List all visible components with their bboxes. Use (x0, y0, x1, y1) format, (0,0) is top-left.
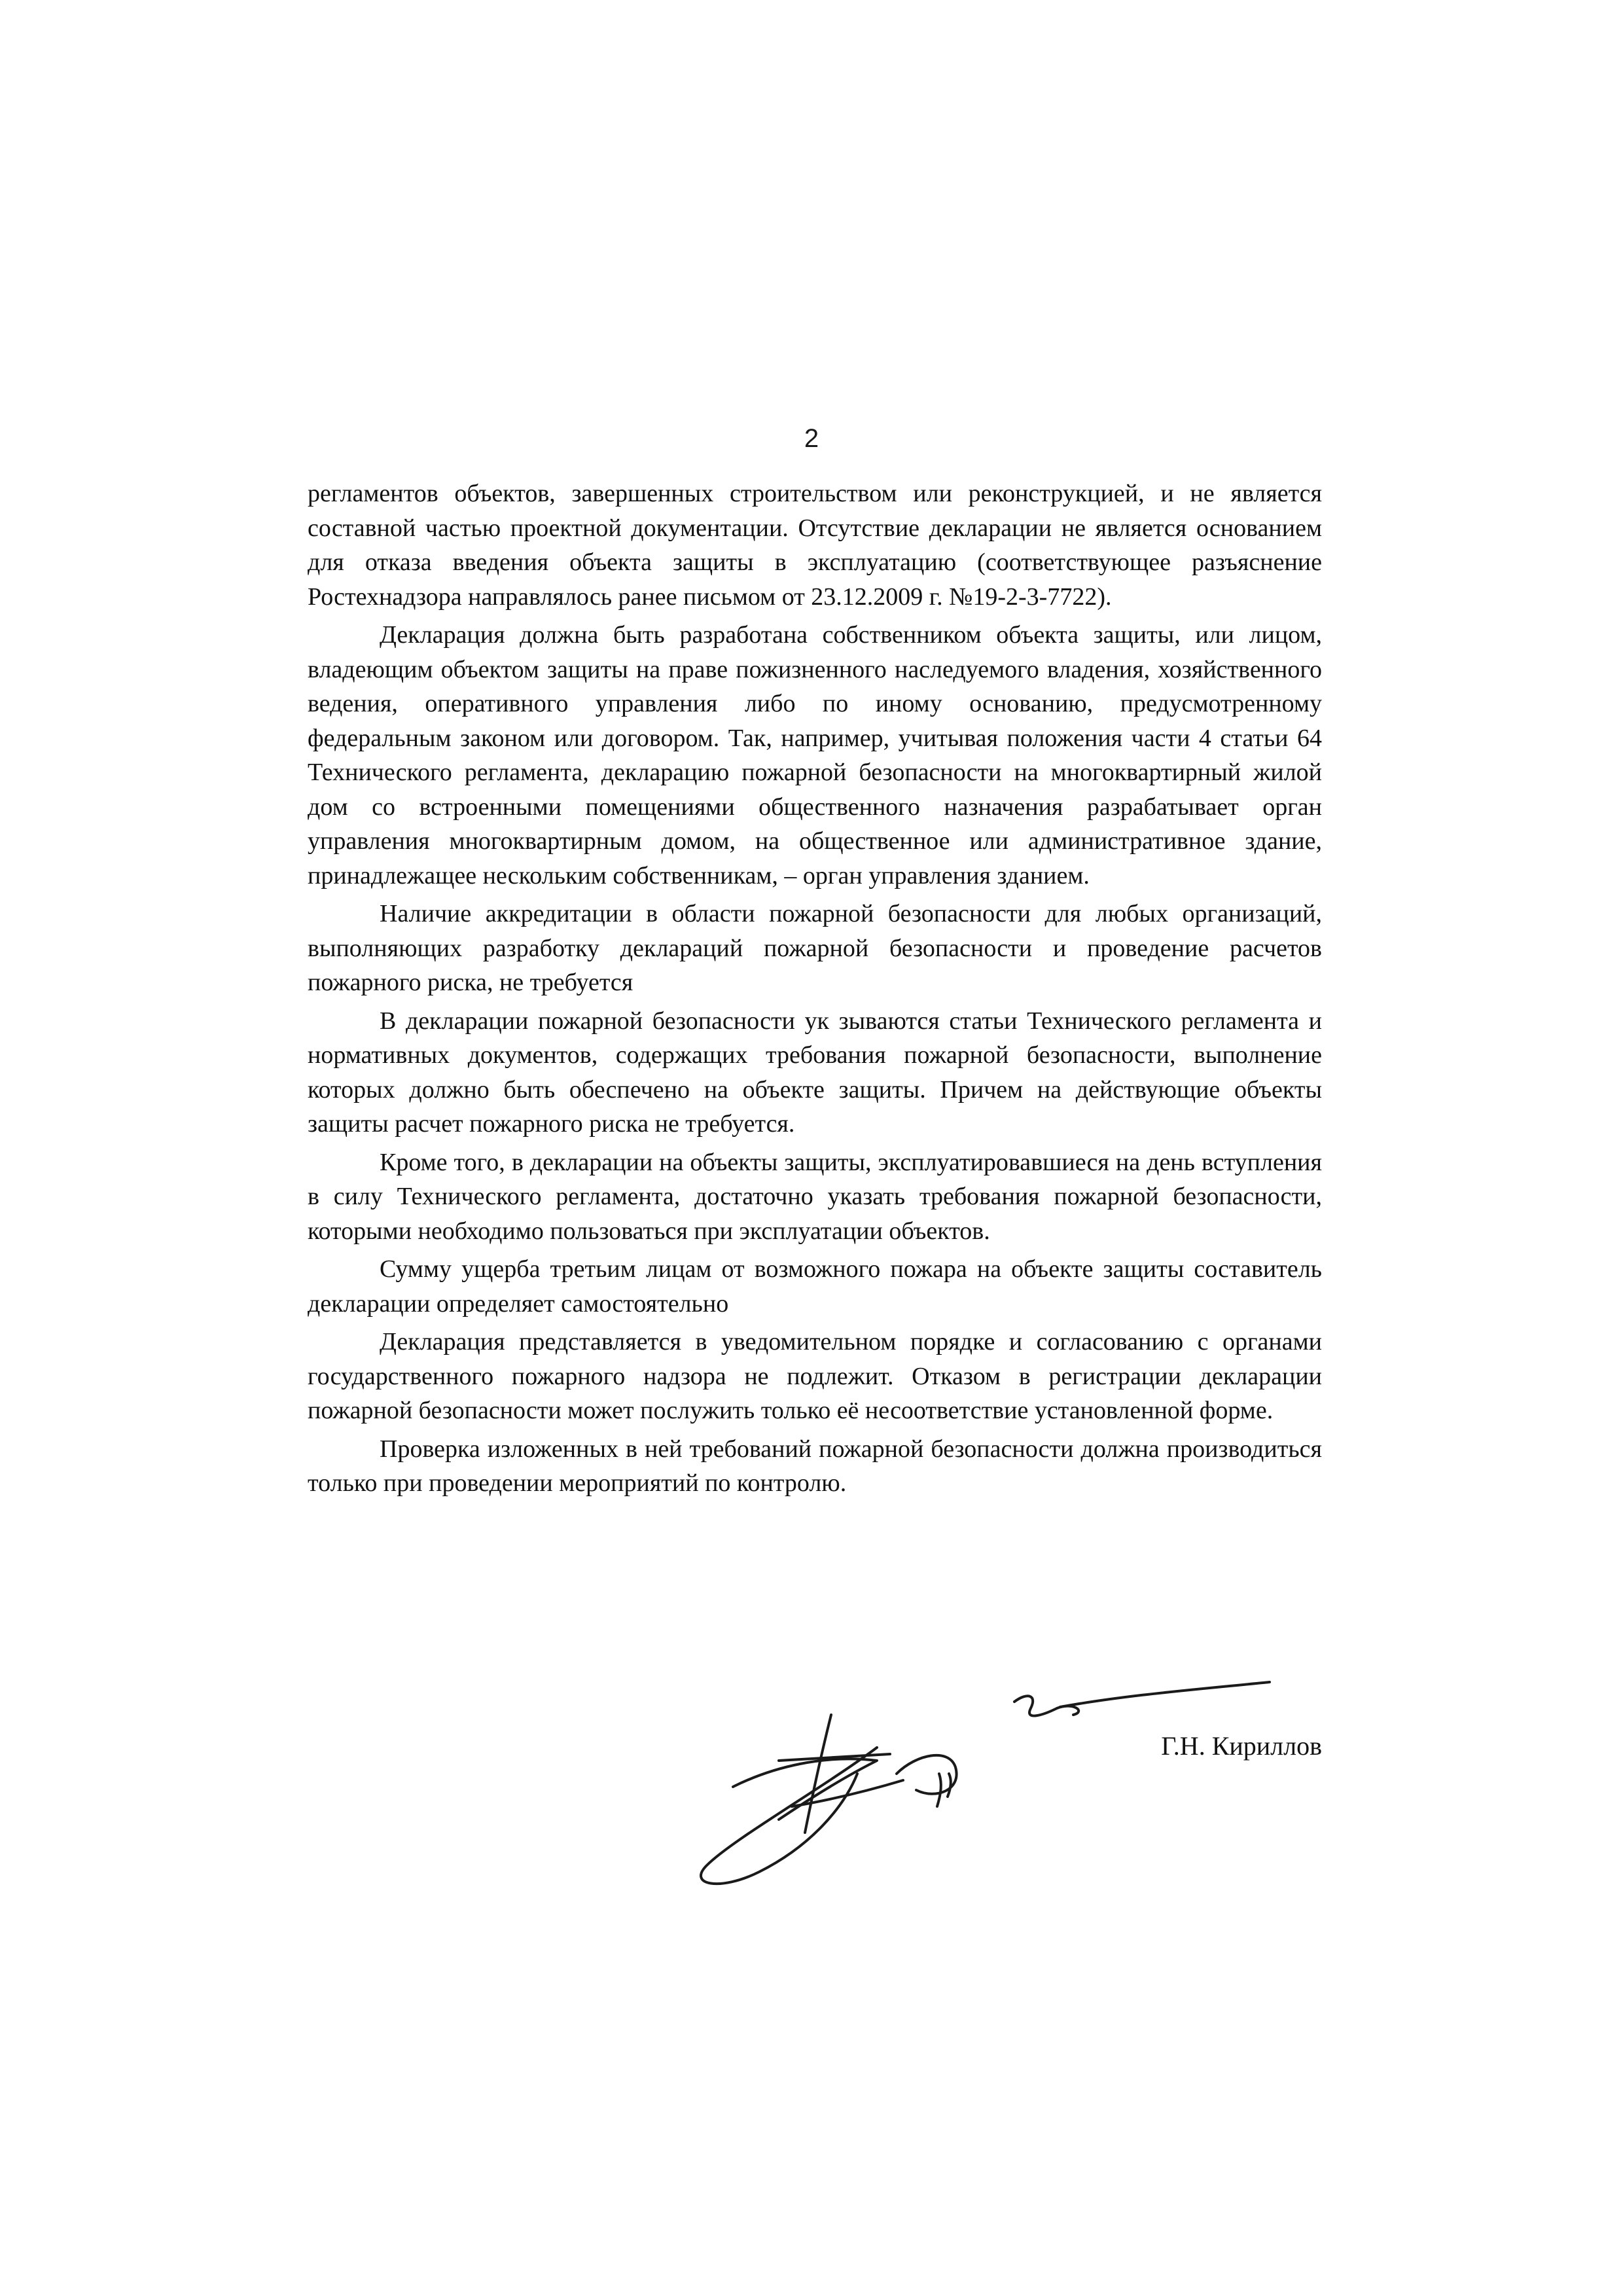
paragraph-8: Проверка изложенных в ней требований пожарной безопасности должна производиться только при проведении мероприятий по контролю. (308, 1435, 1322, 1497)
signer-name: Г.Н. Кириллов (1161, 1731, 1322, 1761)
paragraph-4: В декларации пожарной безопасности ук зываются статьи Технического регламента и нормативных документов, содержащих требования пожарной безопасности, выполнение которых должно быть обеспечено на объекте защиты. Причем на действующие объекты защиты расчет пожарного риска не требуется. (308, 1007, 1322, 1138)
paragraph-3: Наличие аккредитации в области пожарной безопасности для любых организаций, выполняющих разработку деклараций пожарной безопасности и проведение расчетов пожарного риска, не требуется (308, 900, 1322, 996)
paragraph-7: Декларация представляется в уведомительном порядке и согласованию с органами государственного пожарного надзора не подлежит. Отказом в регистрации декларации пожарной безопасности может послужить только её несоответствие установленной форме. (308, 1328, 1322, 1424)
handwritten-signature (681, 1676, 1283, 1892)
page-number: 2 (804, 424, 819, 453)
paragraph-6: Сумму ущерба третьим лицам от возможного пожара на объекте защиты составитель декларации определяет самостоятельно (308, 1255, 1322, 1318)
paragraph-2: Декларация должна быть разработана собственником объекта защиты, или лицом, владеющим объектом защиты на праве пожизненного наследуемого владения, хозяйственного ведения, оперативного управления либо по иному основанию, предусмотренному федеральным законом или договором. Так, например, учитывая положения части 4 статьи 64 Технического регламента, декларацию пожарной безопасности на многоквартирный жилой дом со встроенными помещениями общественного назначения разрабатывает орган управления многоквартирным домом, на общественное или административное здание, принадлежащее нескольким собственникам, – орган управления зданием. (308, 621, 1322, 889)
paragraph-1: регламентов объектов, завершенных строительством или реконструкцией, и не является составной частью проектной документации. Отсутствие декларации не является основанием для отказа введения объекта защиты в эксплуатацию (соответствующее разъяснение Ростехнадзора направлялось ранее письмом от 23.12.2009 г. №19-2-3-7722). (308, 480, 1322, 611)
letter-body (308, 476, 1322, 1505)
paragraph-5: Кроме того, в декларации на объекты защиты, эксплуатировавшиеся на день вступления в силу Технического регламента, достаточно указать требования пожарной безопасности, которыми необходимо пользоваться при эксплуатации объектов. (308, 1148, 1322, 1245)
